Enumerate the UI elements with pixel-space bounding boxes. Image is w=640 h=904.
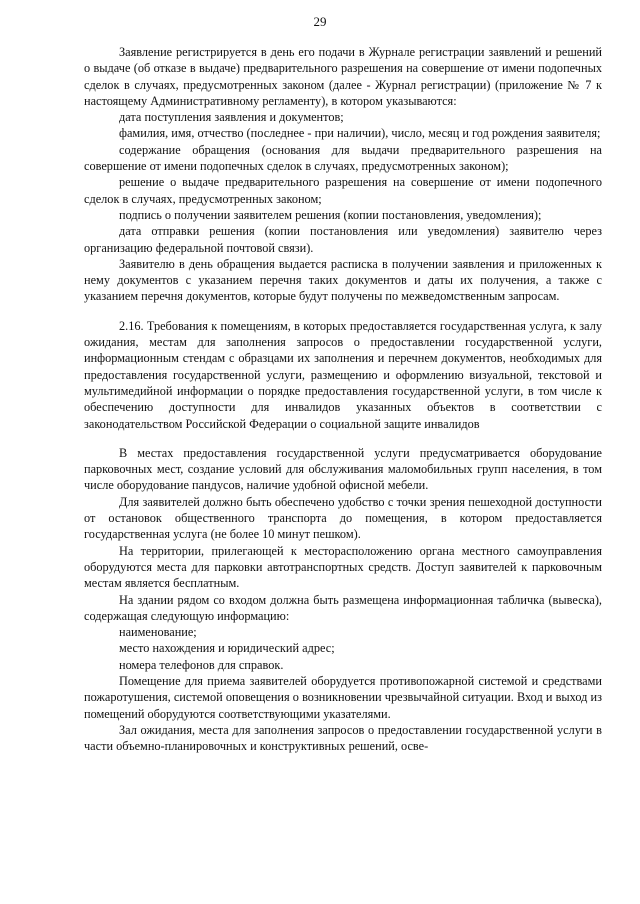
paragraph: Зал ожидания, места для заполнения запросов о предоставлении государственной услуги в части объемно-планировочных и конструктивных решений, осве- (84, 722, 602, 754)
section-spacer (84, 305, 602, 318)
list-item: наименование; (119, 625, 197, 640)
paragraph: содержание обращения (основания для выдачи предварительного разрешения на совершение от имени подопечных сделок в случаях, предусмотренных законом); (84, 142, 602, 174)
paragraph: Для заявителей должно быть обеспечено удобство с точки зрения пешеходной доступности от остановок общественного транспорта до помещения, в котором предоставляется государственная услуга (не более 10 минут пешком). (84, 494, 602, 542)
paragraph: фамилия, имя, отчество (последнее - при наличии), число, месяц и год рождения заявителя; (119, 126, 601, 141)
paragraph: На территории, прилегающей к месторасположению органа местного самоуправления оборудуются места для парковки автотранспортных средств. Доступ заявителей к парковочным местам является бесплатным. (84, 543, 602, 591)
list-item: номера телефонов для справок. (119, 657, 284, 672)
section-spacer (84, 432, 602, 445)
paragraph: На здании рядом со входом должна быть размещена информационная табличка (вывеска), содержащая следующую информацию: (84, 592, 602, 623)
paragraph: дата отправки решения (копии постановления или уведомления) заявителю через организацию федеральной почтовой связи). (84, 224, 602, 255)
paragraph: решение о выдаче предварительного разрешения на совершение от имени подопечного сделок в случаях, предусмотренных законом; (84, 175, 602, 206)
paragraph: дата поступления заявления и документов; (119, 110, 344, 125)
paragraph: подпись о получении заявителем решения (копии постановления, уведомления); (119, 207, 542, 222)
paragraph: В местах предоставления государственной услуги предусматривается оборудование парковочных мест, создание условий для обслуживания маломобильных групп населения, в том числе оборудование пандусов, наличие удобной офисной мебели. (84, 445, 602, 493)
list-item: место нахождения и юридический адрес; (119, 641, 335, 656)
paragraph: Заявителю в день обращения выдается расписка в получении заявления и приложенных к нему документов с указанием перечня таких документов и даты их получения, а также с указанием перечня документов, которые будут получены по межведомственным запросам. (84, 256, 602, 304)
page-number: 29 (313, 14, 327, 29)
section-heading: 2.16. Требования к помещениям, в которых предоставляется государственная услуга, к залу ожидания, местам для заполнения запросов о предоставлении государственной услуги, информационным стендам с образцами их заполнения и перечнем документов, необходимых для предоставления государственной услуги, размещению и оформлению визуальной, текстовой и мультимедийной информации о порядке предоставления государственной услуги, в том числе к обеспечению доступности для инвалидов указанных объектов в соответствии с законодательством Российской Федерации о социальной защите инвалидов (84, 318, 602, 431)
paragraph: Заявление регистрируется в день его подачи в Журнале регистрации заявлений и решений о выдаче (об отказе в выдаче) предварительного разрешения на совершение от имени подопечных сделок в случаях, предусмотренных законом (далее - Журнал регистрации) (приложение № 7 к настоящему Административному регламенту), в котором указываются: (84, 45, 602, 108)
document-body (84, 44, 602, 754)
paragraph: Помещение для приема заявителей оборудуется противопожарной системой и средствами пожаротушения, системой оповещения о возникновении чрезвычайной ситуации. Вход и выход из помещений оборудуются соответствующими указателями. (84, 673, 602, 721)
